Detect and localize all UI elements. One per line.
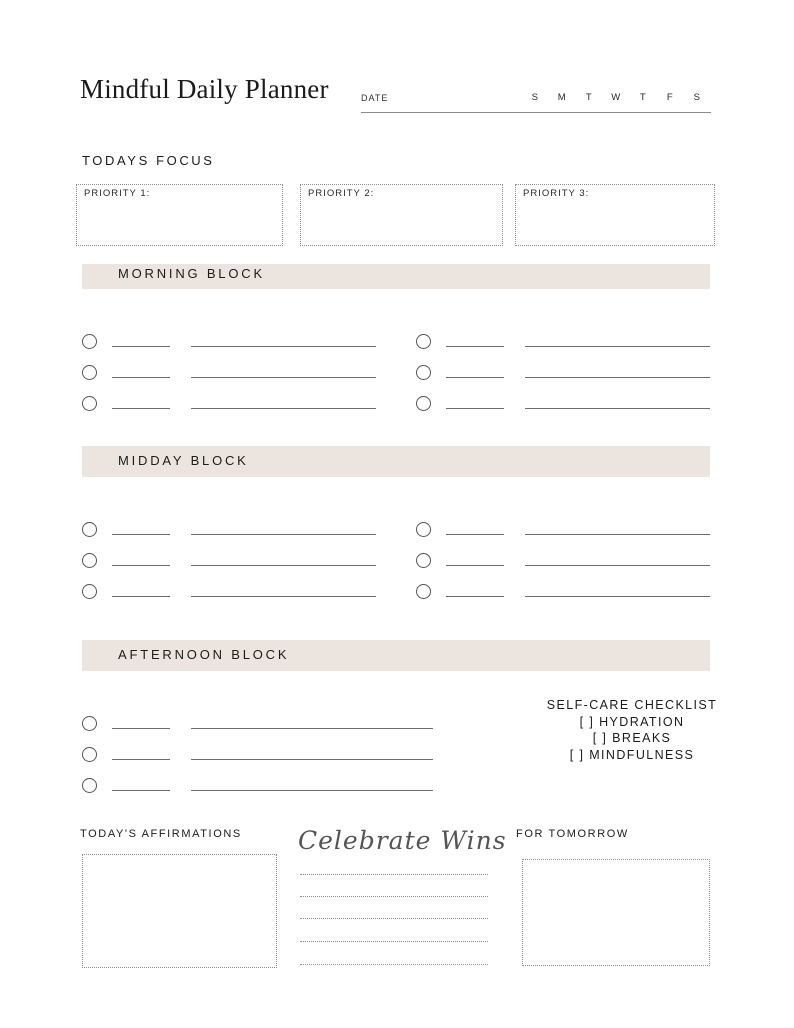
celebrate-wins-heading: Celebrate Wins <box>298 826 507 855</box>
task-text-line[interactable] <box>525 565 710 566</box>
task-text-line[interactable] <box>525 346 710 347</box>
page-title: Mindful Daily Planner <box>80 74 329 104</box>
day-monday[interactable]: M <box>557 92 567 103</box>
priority-2-label: PRIORITY 2: <box>308 188 375 199</box>
task-checkbox[interactable] <box>82 334 97 349</box>
task-checkbox[interactable] <box>82 553 97 568</box>
date-label: DATE <box>361 93 389 103</box>
day-tuesday[interactable]: T <box>585 92 593 103</box>
task-time-line[interactable] <box>446 346 504 347</box>
task-row <box>82 778 434 798</box>
task-time-line[interactable] <box>112 408 170 409</box>
task-text-line[interactable] <box>191 408 376 409</box>
day-saturday[interactable]: S <box>693 92 701 103</box>
task-text-line[interactable] <box>191 759 433 760</box>
task-row <box>82 365 377 385</box>
priority-1-label: PRIORITY 1: <box>84 188 151 199</box>
task-text-line[interactable] <box>525 534 710 535</box>
priority-1-box[interactable] <box>76 184 283 246</box>
task-row <box>416 365 711 385</box>
task-time-line[interactable] <box>112 596 170 597</box>
wins-line[interactable] <box>300 918 488 919</box>
wins-line[interactable] <box>300 964 488 965</box>
afternoon-block-title: AFTERNOON BLOCK <box>118 647 290 662</box>
task-time-line[interactable] <box>112 728 170 729</box>
task-text-line[interactable] <box>191 565 376 566</box>
self-care-heading: SELF-CARE CHECKLIST <box>546 698 718 712</box>
task-text-line[interactable] <box>191 534 376 535</box>
priority-2-box[interactable] <box>300 184 503 246</box>
task-text-line[interactable] <box>191 346 376 347</box>
task-time-line[interactable] <box>112 377 170 378</box>
task-checkbox[interactable] <box>416 396 431 411</box>
morning-block-band <box>82 264 710 289</box>
task-checkbox[interactable] <box>82 716 97 731</box>
task-time-line[interactable] <box>446 596 504 597</box>
task-row <box>82 334 377 354</box>
day-sunday[interactable]: S <box>531 92 539 103</box>
midday-block-band <box>82 446 710 477</box>
morning-block-title: MORNING BLOCK <box>118 266 265 281</box>
task-text-line[interactable] <box>191 377 376 378</box>
task-row <box>82 584 377 604</box>
checklist-item-breaks[interactable]: [ ] BREAKS <box>592 731 672 745</box>
task-checkbox[interactable] <box>82 522 97 537</box>
task-checkbox[interactable] <box>416 584 431 599</box>
task-row <box>416 334 711 354</box>
midday-block-title: MIDDAY BLOCK <box>118 453 249 468</box>
task-checkbox[interactable] <box>416 522 431 537</box>
priority-3-box[interactable] <box>515 184 715 246</box>
tomorrow-box[interactable] <box>522 859 710 966</box>
task-time-line[interactable] <box>446 565 504 566</box>
task-checkbox[interactable] <box>82 365 97 380</box>
task-checkbox[interactable] <box>416 553 431 568</box>
affirmations-heading: TODAY'S AFFIRMATIONS <box>80 828 242 840</box>
afternoon-block-band <box>82 640 710 671</box>
task-checkbox[interactable] <box>82 778 97 793</box>
date-field-line[interactable] <box>361 112 711 113</box>
checklist-item-hydration[interactable]: [ ] HYDRATION <box>579 714 685 729</box>
task-text-line[interactable] <box>191 596 376 597</box>
task-checkbox[interactable] <box>82 747 97 762</box>
task-row <box>82 553 377 573</box>
day-friday[interactable]: F <box>666 92 674 103</box>
task-text-line[interactable] <box>525 596 710 597</box>
day-thursday[interactable]: T <box>639 92 647 103</box>
task-time-line[interactable] <box>112 565 170 566</box>
task-time-line[interactable] <box>112 346 170 347</box>
task-row <box>416 584 711 604</box>
checklist-item-mindfulness[interactable]: [ ] MINDFULNESS <box>569 747 695 762</box>
task-row <box>416 522 711 542</box>
task-checkbox[interactable] <box>82 396 97 411</box>
task-time-line[interactable] <box>112 790 170 791</box>
self-care-checklist <box>512 697 752 763</box>
weekday-selector <box>523 92 709 103</box>
day-wednesday[interactable]: W <box>611 92 621 103</box>
task-time-line[interactable] <box>112 534 170 535</box>
task-row <box>416 396 711 416</box>
task-row <box>416 553 711 573</box>
tomorrow-heading: FOR TOMORROW <box>516 828 629 840</box>
task-time-line[interactable] <box>446 377 504 378</box>
task-row <box>82 522 377 542</box>
task-row <box>82 396 377 416</box>
task-checkbox[interactable] <box>416 334 431 349</box>
task-checkbox[interactable] <box>416 365 431 380</box>
task-text-line[interactable] <box>525 377 710 378</box>
wins-line[interactable] <box>300 896 488 897</box>
task-time-line[interactable] <box>446 408 504 409</box>
wins-line[interactable] <box>300 941 488 942</box>
task-time-line[interactable] <box>446 534 504 535</box>
task-text-line[interactable] <box>191 728 433 729</box>
priority-3-label: PRIORITY 3: <box>523 188 590 199</box>
task-row <box>82 716 434 736</box>
task-checkbox[interactable] <box>82 584 97 599</box>
task-row <box>82 747 434 767</box>
affirmations-box[interactable] <box>82 854 277 968</box>
task-time-line[interactable] <box>112 759 170 760</box>
focus-heading: TODAYS FOCUS <box>82 153 215 168</box>
task-text-line[interactable] <box>191 790 433 791</box>
wins-line[interactable] <box>300 874 488 875</box>
task-text-line[interactable] <box>525 408 710 409</box>
